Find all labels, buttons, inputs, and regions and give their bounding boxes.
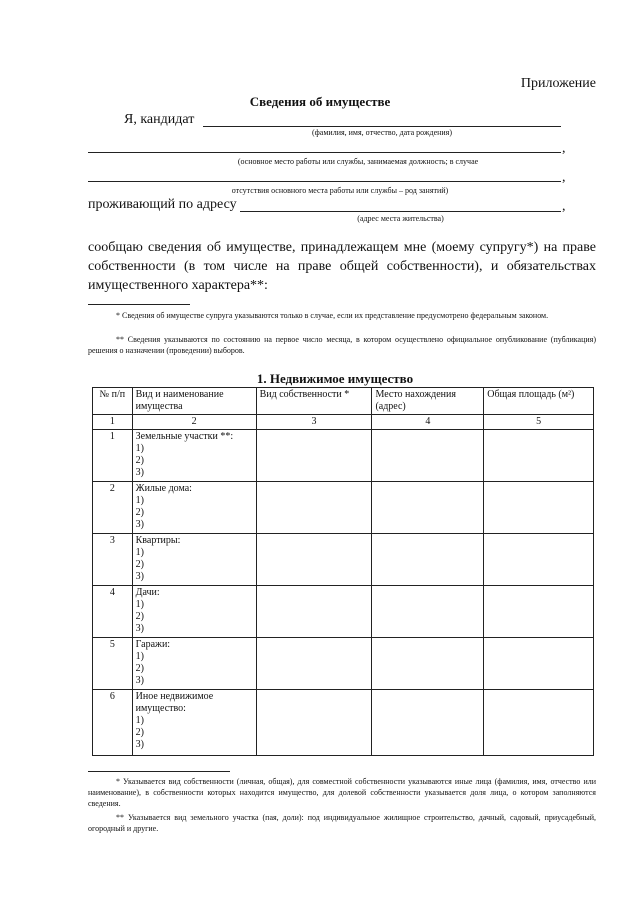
- column-numbers-row: [93, 415, 594, 430]
- column-number: 1: [93, 415, 133, 430]
- category-label: Квартиры:: [135, 535, 181, 546]
- category-label: Иное недвижимое имущество:: [135, 691, 214, 714]
- location-cell[interactable]: [372, 690, 484, 756]
- item-2: 2): [135, 663, 144, 674]
- caption-address: (адрес места жительства): [357, 214, 444, 223]
- comma-3: ,: [562, 199, 566, 214]
- item-3: 3): [135, 519, 144, 530]
- location-cell[interactable]: [372, 482, 484, 534]
- row-category: [132, 482, 256, 534]
- real-estate-table: [92, 387, 594, 756]
- area-cell[interactable]: [484, 430, 594, 482]
- page-title: Сведения об имуществе: [249, 94, 391, 109]
- footnote-top-1: * Сведения об имуществе супруга указываются только в случае, если их представление предусмотрено федеральным законом.: [116, 311, 549, 320]
- row-category: [132, 638, 256, 690]
- address-field[interactable]: [240, 211, 561, 212]
- item-3: 3): [135, 739, 144, 750]
- item-1: 1): [135, 599, 144, 610]
- item-2: 2): [135, 559, 144, 570]
- item-3: 3): [135, 571, 144, 582]
- candidate-label: Я, кандидат: [124, 112, 195, 127]
- category-label: Дачи:: [135, 587, 160, 598]
- location-cell[interactable]: [372, 430, 484, 482]
- ownership-cell[interactable]: [256, 482, 372, 534]
- row-number: 4: [93, 586, 133, 638]
- item-2: 2): [135, 507, 144, 518]
- category-label: Жилые дома:: [135, 483, 192, 494]
- caption-name: (фамилия, имя, отчество, дата рождения): [311, 128, 453, 137]
- header-type: Вид и наименование имущества: [132, 388, 256, 415]
- area-cell[interactable]: [484, 638, 594, 690]
- header-area: Общая площадь (м²): [484, 388, 594, 415]
- row-number: 2: [93, 482, 133, 534]
- location-cell[interactable]: [372, 534, 484, 586]
- table-row: [93, 690, 594, 756]
- column-number: 4: [372, 415, 484, 430]
- category-label: Земельные участки **:: [135, 431, 234, 442]
- item-1: 1): [135, 715, 144, 726]
- table-row: [93, 534, 594, 586]
- candidate-name-field[interactable]: [203, 126, 561, 127]
- header-ownership: Вид собственности *: [256, 388, 372, 415]
- item-3: 3): [135, 623, 144, 634]
- row-number: 5: [93, 638, 133, 690]
- work-field-2[interactable]: [88, 181, 561, 182]
- caption-work-2: отсутствия основного места работы или службы – род занятий): [231, 186, 449, 195]
- ownership-cell[interactable]: [256, 690, 372, 756]
- location-cell[interactable]: [372, 638, 484, 690]
- table-row: [93, 482, 594, 534]
- statement-paragraph: сообщаю сведения об имуществе, принадлежащем мне (моему супругу*) на праве собственности (в том числе на праве общей собственности), и обязательствах имущественного характера**:: [88, 240, 596, 293]
- area-cell[interactable]: [484, 482, 594, 534]
- annex-label: Приложение: [520, 76, 596, 91]
- area-cell[interactable]: [484, 690, 594, 756]
- residing-label: проживающий по адресу: [88, 197, 237, 212]
- footnote-bottom-1: * Указывается вид собственности (личная, общая), для совместной собственности указываются иные лица (фамилия, имя, отчество или наименование), в собственности которых находится имущество, для долевой собственности указывается доля лица, о котором заполняются сведения.: [88, 777, 596, 808]
- table-row: [93, 586, 594, 638]
- ownership-cell[interactable]: [256, 586, 372, 638]
- header-location: Место нахождения (адрес): [372, 388, 484, 415]
- column-number: 3: [256, 415, 372, 430]
- caption-work: (основное место работы или службы, занимаемая должность; в случае: [237, 157, 479, 166]
- row-number: 6: [93, 690, 133, 756]
- footnote-bottom-2: ** Указывается вид земельного участка (пая, доли): под индивидуальное жилищное строительство, дачный, садовый, приусадебный, огородный и другие.: [88, 813, 596, 833]
- row-number: 3: [93, 534, 133, 586]
- footnote-separator-bottom: [88, 771, 230, 772]
- row-category: [132, 430, 256, 482]
- column-number: 5: [484, 415, 594, 430]
- column-number: 2: [132, 415, 256, 430]
- row-number: 1: [93, 430, 133, 482]
- footnote-separator-top: [88, 304, 190, 305]
- ownership-cell[interactable]: [256, 534, 372, 586]
- ownership-cell[interactable]: [256, 638, 372, 690]
- item-1: 1): [135, 547, 144, 558]
- table-header-row: [93, 388, 594, 415]
- row-category: [132, 690, 256, 756]
- item-2: 2): [135, 727, 144, 738]
- item-1: 1): [135, 443, 144, 454]
- table-row: [93, 430, 594, 482]
- area-cell[interactable]: [484, 586, 594, 638]
- item-1: 1): [135, 651, 144, 662]
- comma-1: ,: [562, 141, 566, 156]
- row-category: [132, 586, 256, 638]
- row-category: [132, 534, 256, 586]
- header-num: № п/п: [93, 388, 133, 415]
- area-cell[interactable]: [484, 534, 594, 586]
- table-row: [93, 638, 594, 690]
- ownership-cell[interactable]: [256, 430, 372, 482]
- location-cell[interactable]: [372, 586, 484, 638]
- table-title: 1. Недвижимое имущество: [256, 371, 414, 386]
- work-field[interactable]: [88, 152, 561, 153]
- footnote-top-2: ** Сведения указываются по состоянию на первое число месяца, в котором осуществлено официальное опубликование (публикация) решения о назначении (проведении) выборов.: [88, 335, 596, 355]
- item-3: 3): [135, 675, 144, 686]
- item-2: 2): [135, 611, 144, 622]
- item-1: 1): [135, 495, 144, 506]
- item-3: 3): [135, 467, 144, 478]
- comma-2: ,: [562, 170, 566, 185]
- category-label: Гаражи:: [135, 639, 171, 650]
- item-2: 2): [135, 455, 144, 466]
